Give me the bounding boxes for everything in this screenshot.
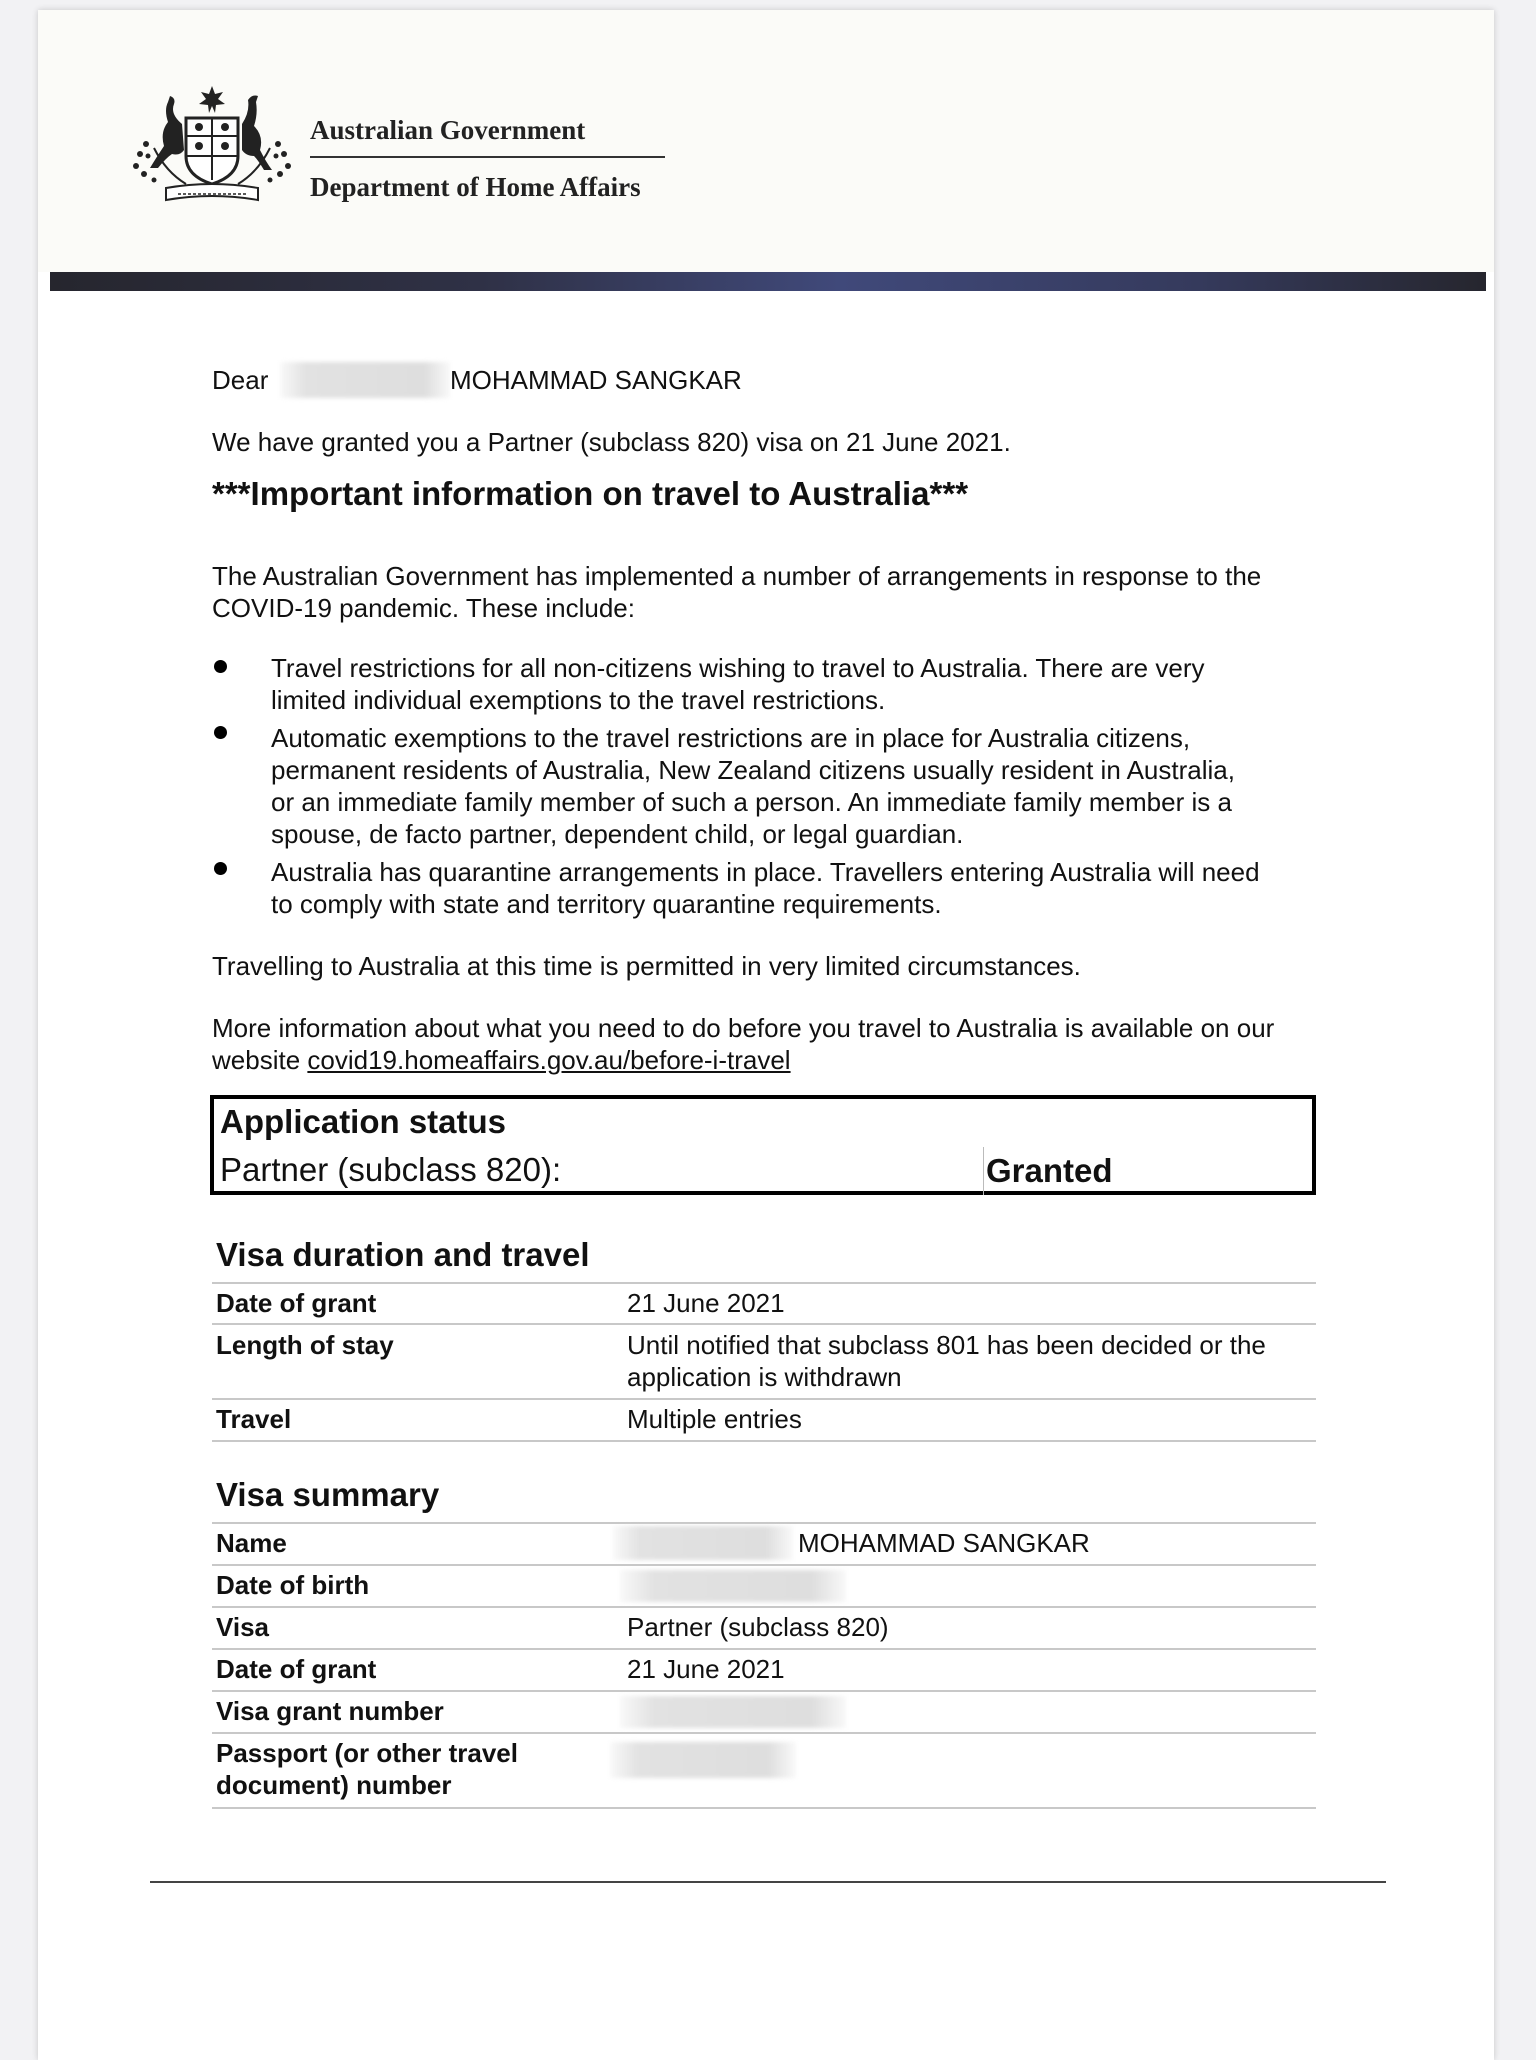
visa-duration-title: Visa duration and travel xyxy=(216,1236,590,1273)
limited-circumstances-sentence: Travelling to Australia at this time is permitted in very limited circumstances. xyxy=(212,951,1081,981)
coat-of-arms-icon xyxy=(126,84,298,210)
bullet-3-line-2: to comply with state and territory quarantine requirements. xyxy=(271,889,942,919)
more-info-line-1: More information about what you need to do before you travel to Australia is available on our xyxy=(212,1013,1275,1043)
row-divider xyxy=(212,1282,1316,1284)
travel-value: Multiple entries xyxy=(627,1404,802,1434)
row-divider xyxy=(212,1564,1316,1566)
row-divider xyxy=(212,1606,1316,1608)
row-divider xyxy=(212,1732,1316,1734)
intro-line-1: The Australian Government has implemented a number of arrangements in response to the xyxy=(212,561,1262,591)
bullet-dot-icon xyxy=(214,660,227,673)
redacted-date-of-birth xyxy=(620,1570,846,1602)
passport-number-label-line-1: Passport (or other travel xyxy=(216,1738,518,1768)
summary-visa-label: Visa xyxy=(216,1612,270,1642)
summary-date-of-birth-label: Date of birth xyxy=(216,1570,370,1600)
application-status-label: Partner (subclass 820): xyxy=(220,1151,562,1188)
bullet-2-line-2: permanent residents of Australia, New Zealand citizens usually resident in Australia, xyxy=(271,755,1235,785)
summary-date-of-grant-label: Date of grant xyxy=(216,1654,377,1684)
footer-divider xyxy=(150,1881,1386,1883)
letterhead-divider xyxy=(310,156,665,158)
more-info-prefix: website xyxy=(212,1045,308,1075)
summary-name-value: MOHAMMAD SANGKAR xyxy=(798,1528,1090,1558)
summary-date-of-grant-value: 21 June 2021 xyxy=(627,1654,785,1684)
application-status-box xyxy=(210,1095,1316,1195)
bullet-2-line-1: Automatic exemptions to the travel restrictions are in place for Australia citizens, xyxy=(271,723,1191,753)
application-status-value: Granted xyxy=(986,1152,1113,1189)
header-color-bar xyxy=(50,272,1486,291)
bullet-3-line-1: Australia has quarantine arrangements in place. Travellers entering Australia will need xyxy=(271,857,1260,887)
row-divider xyxy=(212,1690,1316,1692)
redacted-given-name xyxy=(280,362,450,398)
visa-summary-title: Visa summary xyxy=(216,1476,440,1513)
grant-sentence: We have granted you a Partner (subclass 820) visa on 21 June 2021. xyxy=(212,427,1011,457)
row-divider xyxy=(212,1440,1316,1442)
important-heading: ***Important information on travel to Australia*** xyxy=(212,475,969,512)
length-of-stay-value-line-1: Until notified that subclass 801 has been decided or the xyxy=(627,1330,1266,1360)
bullet-dot-icon xyxy=(214,862,227,875)
redacted-given-name xyxy=(613,1526,793,1560)
bullet-1-line-1: Travel restrictions for all non-citizens wishing to travel to Australia. There are very xyxy=(271,653,1205,683)
government-name: Australian Government xyxy=(310,115,586,145)
letterhead xyxy=(38,10,1494,272)
travel-label: Travel xyxy=(216,1404,292,1434)
application-status-title: Application status xyxy=(220,1103,507,1140)
department-name: Department of Home Affairs xyxy=(310,172,641,202)
row-divider xyxy=(212,1807,1316,1809)
salutation-name: MOHAMMAD SANGKAR xyxy=(450,365,742,395)
row-divider xyxy=(212,1398,1316,1400)
bullet-dot-icon xyxy=(214,726,227,739)
before-i-travel-link[interactable]: covid19.homeaffairs.gov.au/before-i-travel xyxy=(307,1045,791,1075)
redacted-visa-grant-number xyxy=(620,1696,846,1728)
duration-date-of-grant-value: 21 June 2021 xyxy=(627,1288,785,1318)
status-divider xyxy=(983,1147,984,1195)
passport-number-label-line-2: document) number xyxy=(216,1770,452,1800)
duration-date-of-grant-label: Date of grant xyxy=(216,1288,377,1318)
row-divider xyxy=(212,1648,1316,1650)
salutation-prefix: Dear xyxy=(212,365,269,395)
row-divider xyxy=(212,1522,1316,1524)
summary-visa-value: Partner (subclass 820) xyxy=(627,1612,889,1642)
redacted-passport-number xyxy=(610,1742,796,1778)
bullet-1-line-2: limited individual exemptions to the travel restrictions. xyxy=(271,685,886,715)
row-divider xyxy=(212,1323,1316,1325)
summary-name-label: Name xyxy=(216,1528,287,1558)
bullet-2-line-4: spouse, de facto partner, dependent child, or legal guardian. xyxy=(271,819,964,849)
bullet-2-line-3: or an immediate family member of such a person. An immediate family member is a xyxy=(271,787,1232,817)
length-of-stay-value-line-2: application is withdrawn xyxy=(627,1362,902,1392)
document-page xyxy=(38,10,1494,2060)
intro-line-2: COVID-19 pandemic. These include: xyxy=(212,593,635,623)
visa-grant-number-label: Visa grant number xyxy=(216,1696,444,1726)
length-of-stay-label: Length of stay xyxy=(216,1330,394,1360)
more-info-line-2 xyxy=(212,1044,791,1076)
